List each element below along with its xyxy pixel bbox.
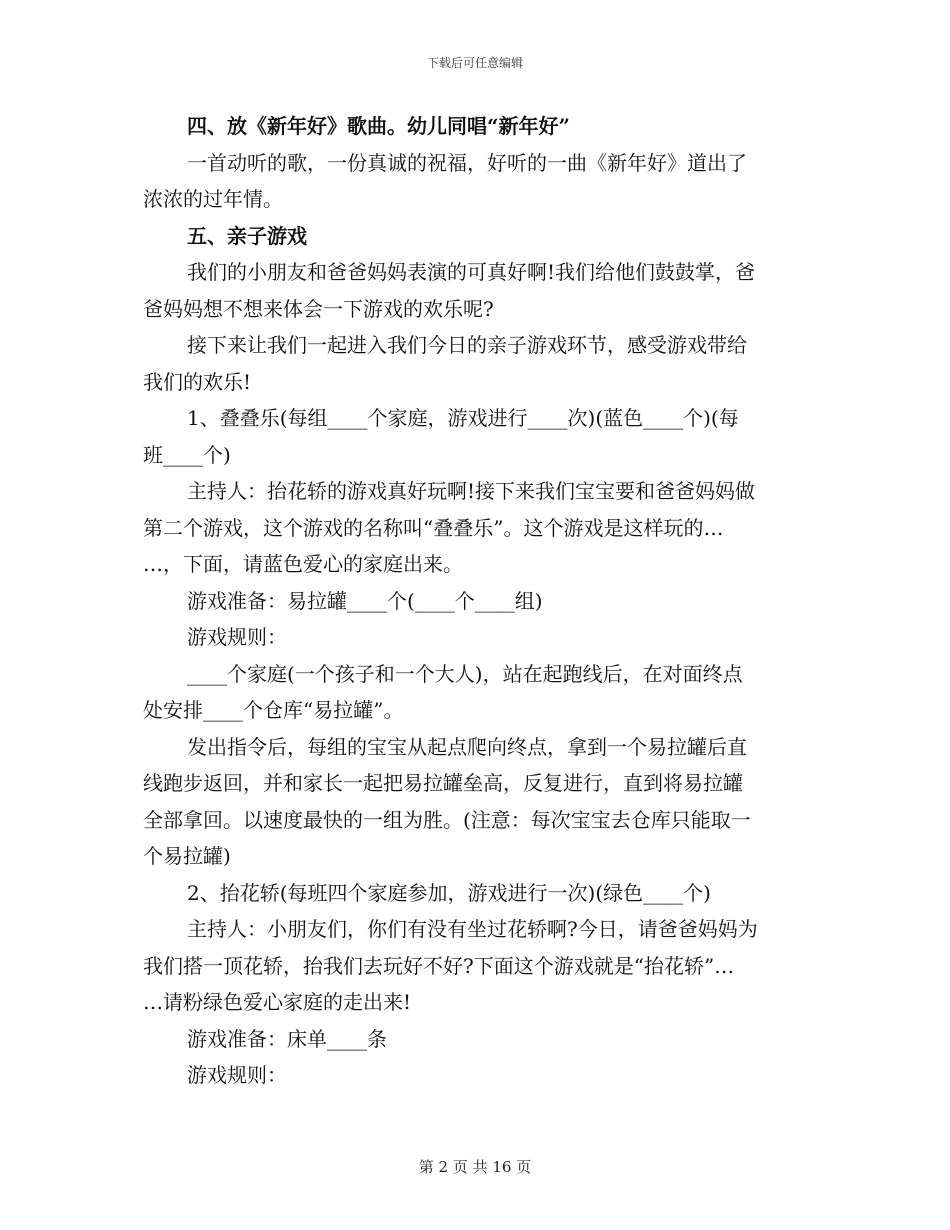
paragraph-line: 主持人：抬花轿的游戏真好玩啊!接下来我们宝宝要和爸爸妈妈做 — [187, 479, 756, 503]
paragraph-line: 个易拉罐) — [143, 844, 231, 868]
paragraph-line: 我们搭一顶花轿，抬我们去玩好不好?下面这个游戏就是“抬花轿”… — [143, 953, 735, 978]
paragraph-line: 浓浓的过年情。 — [143, 187, 283, 211]
paragraph-line: …，下面，请蓝色爱心的家庭出来。 — [143, 552, 463, 576]
document-body — [143, 108, 807, 1094]
paragraph-line: 主持人：小朋友们，你们有没有坐过花轿啊?今日，请爸爸妈妈为 — [187, 917, 758, 941]
paragraph-line: 我们的小朋友和爸爸妈妈表演的可真好啊!我们给他们鼓鼓掌，爸 — [187, 260, 756, 284]
paragraph-line: 班____个) — [143, 442, 231, 467]
paragraph-line: 全部拿回。以速度最快的一组为胜。(注意：每次宝宝去仓库只能取一 — [143, 807, 751, 832]
game-1-rules-label: 游戏规则： — [187, 625, 287, 649]
game-1-title: 1、叠叠乐(每组____个家庭，游戏进行____次)(蓝色____个)(每 — [187, 406, 739, 430]
paragraph-line: 接下来让我们一起进入我们今日的亲子游戏环节，感受游戏带给 — [187, 333, 747, 357]
game-2-title: 2、抬花轿(每班四个家庭参加，游戏进行一次)(绿色____个) — [187, 880, 711, 905]
paragraph-line: 爸妈妈想不想来体会一下游戏的欢乐呢? — [143, 296, 494, 321]
section-heading-5: 五、亲子游戏 — [187, 223, 307, 248]
paragraph-line: 线跑步返回，并和家长一起把易拉罐垒高，反复进行，直到将易拉罐 — [143, 771, 743, 795]
paragraph-line: 发出指令后，每组的宝宝从起点爬向终点，拿到一个易拉罐后直 — [187, 734, 747, 759]
paragraph-line: 第二个游戏，这个游戏的名称叫“叠叠乐”。这个游戏是这样玩的… — [143, 515, 724, 540]
paragraph-line: 我们的欢乐! — [143, 369, 252, 394]
section-heading-4: 四、放《新年好》歌曲。幼儿同唱“新年好” — [187, 114, 571, 138]
paragraph-line: 一首动听的歌，一份真诚的祝福，好听的一曲《新年好》道出了 — [187, 150, 747, 175]
page-footer-number: 第 2 页 共 16 页 — [418, 1158, 532, 1176]
paragraph-line: …请粉绿色爱心家庭的走出来! — [143, 990, 412, 1014]
page-header-note: 下载后可任意编辑 — [426, 56, 523, 70]
paragraph-line: ____个家庭(一个孩子和一个大人)，站在起跑线后，在对面终点 — [187, 661, 743, 686]
game-2-preparation: 游戏准备：床单____条 — [187, 1026, 387, 1051]
game-1-preparation: 游戏准备：易拉罐____个(____个____组) — [187, 588, 543, 613]
paragraph-line: 处安排____个仓库“易拉罐”。 — [143, 698, 404, 722]
game-2-rules-label: 游戏规则： — [187, 1063, 287, 1087]
